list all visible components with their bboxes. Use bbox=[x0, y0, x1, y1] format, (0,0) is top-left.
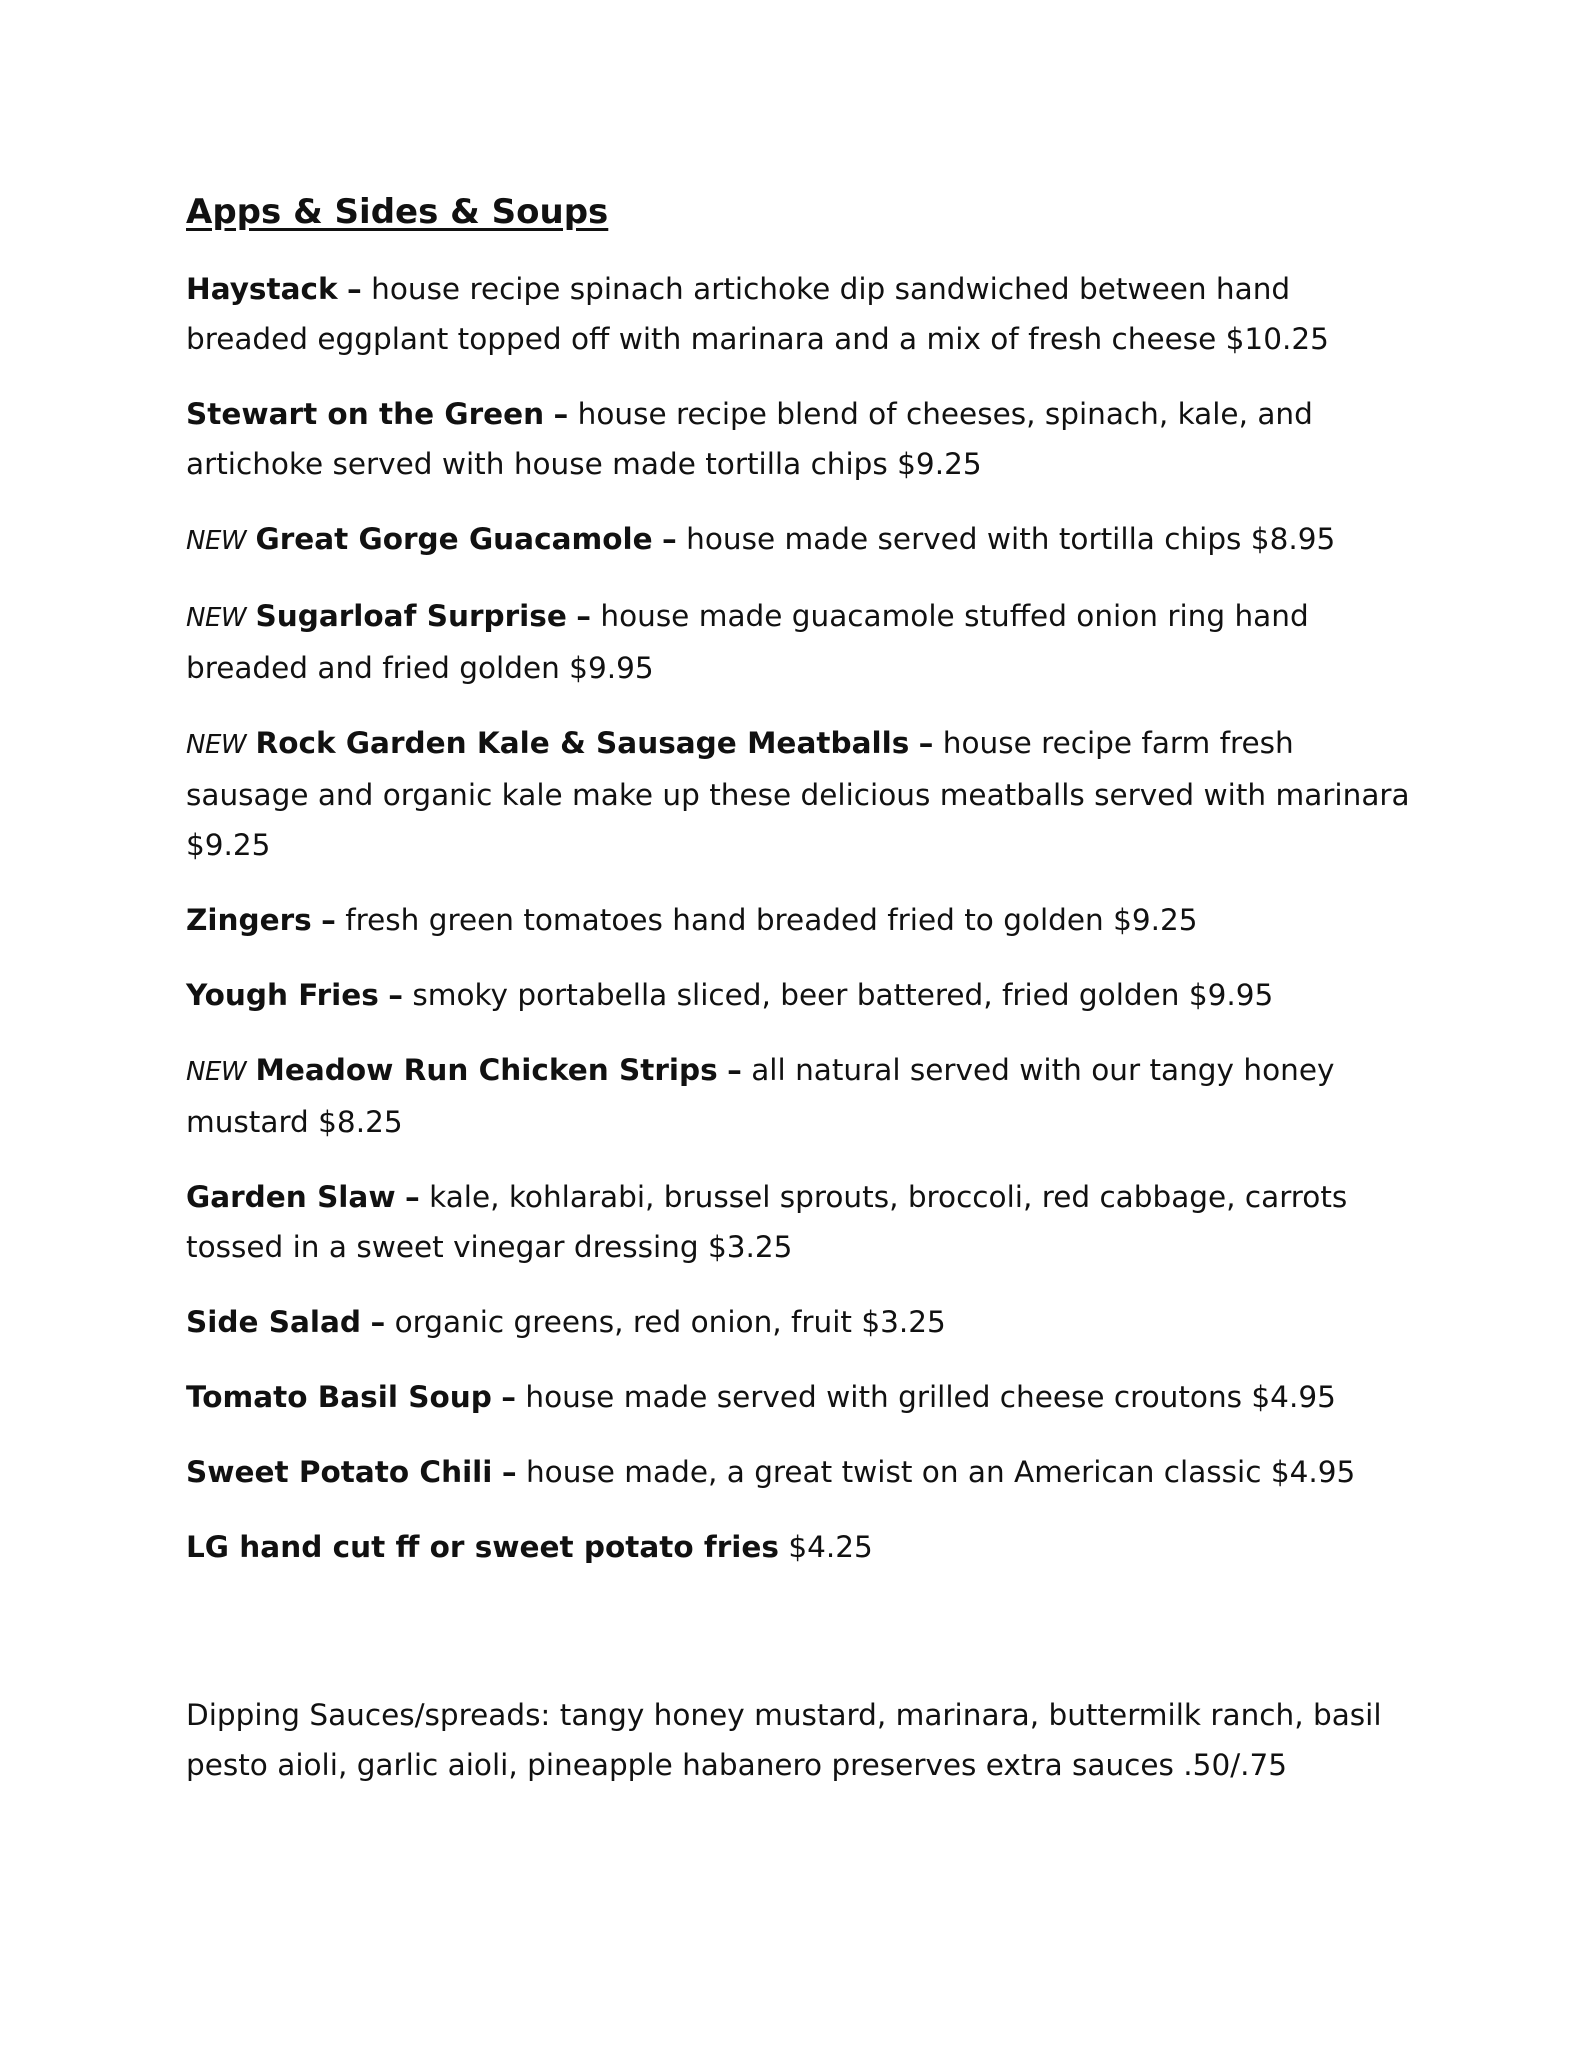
item-name: Rock Garden Kale & Sausage Meatballs bbox=[255, 726, 910, 760]
menu-item bbox=[186, 1522, 1416, 1572]
item-separator: – bbox=[501, 1380, 516, 1414]
section-title: Apps & Sides & Soups bbox=[186, 192, 609, 232]
menu-item bbox=[186, 514, 1416, 566]
item-description: organic greens, red onion, fruit $3.25 bbox=[394, 1305, 946, 1339]
item-description: house made served with grilled cheese croutons $4.95 bbox=[525, 1380, 1336, 1414]
item-price: $4.25 bbox=[788, 1530, 873, 1564]
menu-item-list bbox=[186, 264, 1416, 1497]
item-separator: – bbox=[404, 1180, 420, 1214]
new-badge: NEW bbox=[186, 603, 247, 633]
item-description: fresh green tomatoes hand breaded fried to golden $9.25 bbox=[345, 903, 1198, 937]
item-name: Sugarloaf Surprise bbox=[255, 599, 567, 633]
item-separator: – bbox=[918, 726, 934, 760]
menu-item bbox=[186, 970, 1416, 1020]
menu-item bbox=[186, 389, 1416, 489]
item-name: Tomato Basil Soup bbox=[186, 1380, 492, 1414]
item-name: Stewart on the Green bbox=[186, 397, 545, 431]
item-separator: – bbox=[388, 978, 403, 1012]
item-name: Zingers bbox=[186, 903, 312, 937]
menu-item bbox=[186, 1447, 1416, 1497]
item-separator: – bbox=[662, 522, 677, 556]
item-separator: – bbox=[501, 1455, 517, 1489]
item-separator: – bbox=[370, 1305, 386, 1339]
menu-item bbox=[186, 718, 1416, 870]
menu-page bbox=[186, 190, 1416, 1790]
item-name: Haystack bbox=[186, 272, 338, 306]
item-description: house recipe spinach artichoke dip sandwiched between hand breaded eggplant topped off with marinara and a mix of fresh cheese $10.25 bbox=[186, 272, 1329, 356]
item-name: Garden Slaw bbox=[186, 1180, 396, 1214]
item-description: smoky portabella sliced, beer battered, fried golden $9.95 bbox=[412, 978, 1274, 1012]
new-badge: NEW bbox=[186, 730, 247, 760]
menu-item bbox=[186, 1045, 1416, 1147]
item-description: kale, kohlarabi, brussel sprouts, broccoli, red cabbage, carrots tossed in a sweet vinegar dressing $3.25 bbox=[186, 1180, 1348, 1264]
item-description: house made, a great twist on an American classic $4.95 bbox=[525, 1455, 1356, 1489]
item-separator: – bbox=[727, 1053, 742, 1087]
menu-item bbox=[186, 895, 1416, 945]
menu-item bbox=[186, 264, 1416, 364]
item-separator: – bbox=[321, 903, 336, 937]
new-badge: NEW bbox=[186, 1057, 247, 1087]
menu-item bbox=[186, 1172, 1416, 1272]
item-description: house made served with tortilla chips $8.95 bbox=[686, 522, 1336, 556]
item-description: house recipe farm fresh sausage and organic kale make up these delicious meatballs served with marinara $9.25 bbox=[186, 726, 1410, 862]
menu-item bbox=[186, 591, 1416, 693]
item-name: LG hand cut ff or sweet potato fries bbox=[186, 1530, 779, 1564]
item-separator: – bbox=[576, 599, 591, 633]
item-name: Meadow Run Chicken Strips bbox=[255, 1053, 718, 1087]
item-name: Great Gorge Guacamole bbox=[255, 522, 653, 556]
menu-item bbox=[186, 1297, 1416, 1347]
item-name: Sweet Potato Chili bbox=[186, 1455, 493, 1489]
item-description: house made guacamole stuffed onion ring hand breaded and fried golden $9.95 bbox=[186, 599, 1309, 685]
item-separator: – bbox=[553, 397, 569, 431]
item-name: Side Salad bbox=[186, 1305, 362, 1339]
item-separator: – bbox=[346, 272, 362, 306]
item-name: Yough Fries bbox=[186, 978, 379, 1012]
menu-item bbox=[186, 1372, 1416, 1422]
item-description: all natural served with our tangy honey mustard $8.25 bbox=[186, 1053, 1335, 1139]
dipping-sauces-note: Dipping Sauces/spreads: tangy honey mustard, marinara, buttermilk ranch, basil pesto aioli, garlic aioli, pineapple habanero preserves extra sauces .50/.75 bbox=[186, 1698, 1382, 1782]
new-badge: NEW bbox=[186, 526, 247, 556]
item-description: house recipe blend of cheeses, spinach, kale, and artichoke served with house made tortilla chips $9.25 bbox=[186, 397, 1313, 481]
